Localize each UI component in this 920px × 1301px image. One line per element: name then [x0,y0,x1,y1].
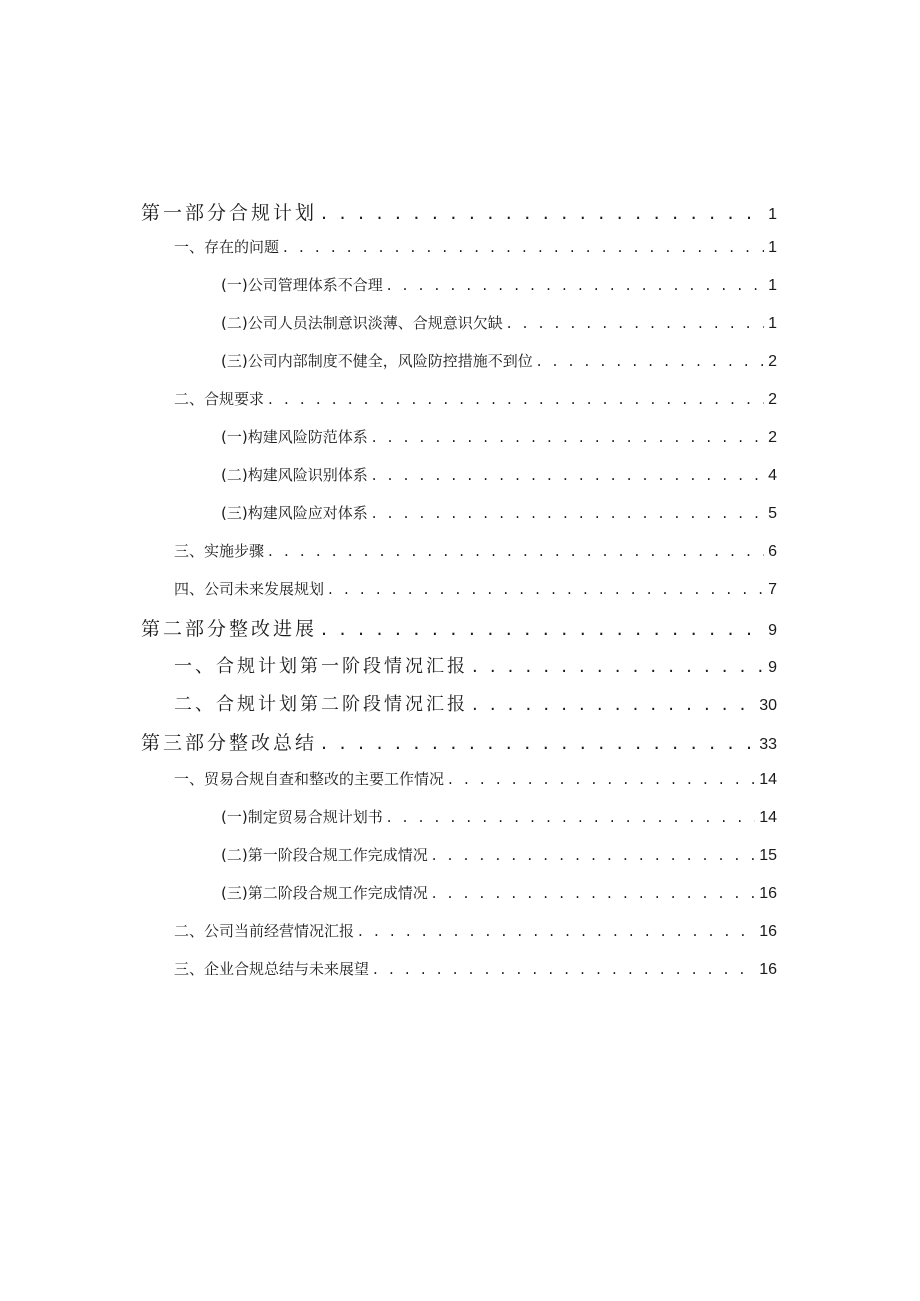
toc-entry-page: 9 [768,622,777,639]
toc-entry-section[interactable] [174,540,777,561]
toc-leader-dots [358,922,755,940]
toc-entry-title: (二)第一阶段合规工作完成情况 [221,846,428,864]
toc-leader-dots [472,694,755,715]
toc-entry-page: 2 [768,429,777,446]
toc-entry-page: 2 [768,353,777,370]
toc-entry-title: (二)公司人员法制意识淡薄、合规意识欠缺 [221,314,503,332]
toc-entry-title: 第三部分整改总结 [141,732,318,754]
toc-entry-subsection[interactable] [221,312,777,333]
toc-entry-page: 16 [759,885,777,902]
toc-leader-dots [372,466,764,484]
toc-entry-page: 1 [768,315,777,332]
toc-entry-page: 15 [759,847,777,864]
toc-leader-dots [387,276,764,294]
toc-leader-dots [321,618,764,640]
toc-entry-title: 一、贸易合规自查和整改的主要工作情况 [174,770,445,788]
toc-leader-dots [321,732,755,754]
toc-leader-dots [268,542,764,560]
toc-entry-page: 6 [768,543,777,560]
toc-entry-part-1[interactable] [141,198,777,225]
toc-entry-title: (一)构建风险防范体系 [221,428,368,446]
toc-entry-subsection[interactable] [221,502,777,523]
toc-entry-section[interactable] [174,652,777,678]
toc-leader-dots [448,770,755,788]
toc-entry-title: 二、合规要求 [174,390,265,408]
toc-leader-dots [472,656,764,677]
toc-entry-title: (一)公司管理体系不合理 [221,276,383,294]
toc-entry-section[interactable] [174,920,777,941]
toc-leader-dots [372,504,764,522]
toc-entry-page: 7 [768,581,777,598]
toc-entry-page: 30 [759,697,777,714]
toc-entry-subsection[interactable] [221,464,777,485]
toc-entry-page: 14 [759,771,777,788]
toc-entry-section[interactable] [174,768,777,789]
toc-entry-subsection[interactable] [221,274,777,295]
toc-entry-page: 14 [759,809,777,826]
toc-entry-section[interactable] [174,236,777,257]
toc-entry-page: 1 [768,277,777,294]
toc-entry-subsection[interactable] [221,882,777,903]
toc-entry-title: 第一部分合规计划 [141,202,318,224]
toc-entry-page: 16 [759,923,777,940]
toc-leader-dots [373,960,755,978]
toc-entry-section[interactable] [174,578,777,599]
toc-entry-part-2[interactable] [141,614,777,641]
toc-entry-title: 三、实施步骤 [174,542,265,560]
toc-entry-subsection[interactable] [221,350,777,371]
toc-entry-subsection[interactable] [221,806,777,827]
toc-leader-dots [387,808,755,826]
toc-leader-dots [537,352,764,370]
toc-leader-dots [432,846,755,864]
toc-entry-page: 4 [768,467,777,484]
toc-entry-title: 一、合规计划第一阶段情况汇报 [174,656,468,677]
toc-entry-page: 1 [768,239,777,256]
toc-entry-part-3[interactable] [141,728,777,755]
toc-entry-section[interactable] [174,388,777,409]
toc-entry-title: (三)构建风险应对体系 [221,504,368,522]
toc-entry-section[interactable] [174,690,777,716]
toc-entry-section[interactable] [174,958,777,979]
toc-entry-page: 2 [768,391,777,408]
toc-entry-title: 二、合规计划第二阶段情况汇报 [174,694,468,715]
toc-leader-dots [372,428,764,446]
toc-leader-dots [507,314,764,332]
toc-entry-page: 5 [768,505,777,522]
toc-leader-dots [268,390,764,408]
toc-leader-dots [432,884,755,902]
toc-entry-title: 一、存在的问题 [174,238,280,256]
toc-leader-dots [328,580,764,598]
toc-entry-title: (一)制定贸易合规计划书 [221,808,383,826]
toc-entry-title: (三)第二阶段合规工作完成情况 [221,884,428,902]
toc-entry-page: 9 [768,659,777,676]
toc-entry-page: 1 [768,206,777,223]
toc-leader-dots [321,202,764,224]
toc-leader-dots [283,238,764,256]
toc-entry-title: (二)构建风险识别体系 [221,466,368,484]
toc-entry-page: 33 [759,736,777,753]
toc-entry-title: 三、企业合规总结与未来展望 [174,960,370,978]
toc-entry-subsection[interactable] [221,844,777,865]
toc-entry-title: (三)公司内部制度不健全，风险防控措施不到位 [221,352,533,370]
toc-entry-title: 第二部分整改进展 [141,618,318,640]
toc-entry-page: 16 [759,961,777,978]
toc-entry-title: 四、公司未来发展规划 [174,580,325,598]
toc-entry-title: 二、公司当前经营情况汇报 [174,922,355,940]
toc-entry-subsection[interactable] [221,426,777,447]
